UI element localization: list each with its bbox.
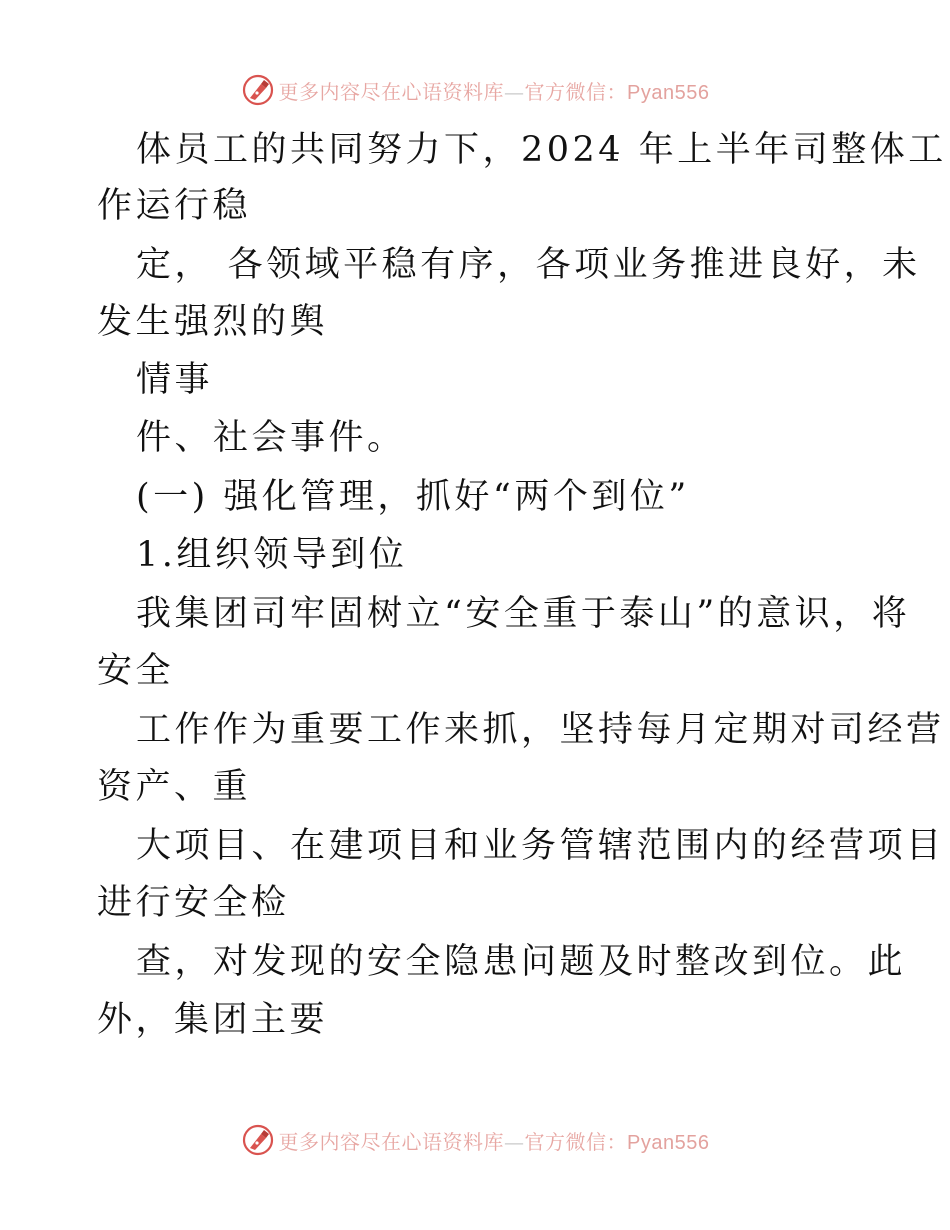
paragraph-line: 大项目、在建项目和业务管辖范围内的经营项目 [136, 826, 945, 866]
watermark-official: 官方微信： [524, 79, 628, 104]
watermark-text [279, 1126, 710, 1155]
paragraph-line: 发生强烈的舆 [97, 302, 329, 342]
watermark-official: 官方微信： [524, 1129, 628, 1154]
watermark-separator: — [504, 1129, 525, 1154]
watermark-separator: — [504, 79, 525, 104]
paragraph-line: 资产、重 [97, 767, 252, 807]
paragraph-line: 外，集团主要 [97, 1000, 329, 1040]
header-watermark [0, 70, 950, 110]
paragraph-line: 情事 [136, 360, 214, 400]
watermark-text [279, 76, 710, 105]
footer-watermark [0, 1120, 950, 1160]
paragraph-line: 进行安全检 [97, 883, 290, 923]
subsection-heading: 1.组织领导到位 [136, 535, 408, 575]
paragraph-line: 件、社会事件。 [136, 418, 406, 458]
paragraph-line: 安全 [97, 651, 175, 691]
paragraph-line: 工作作为重要工作来抓，坚持每月定期对司经营 [136, 710, 945, 750]
watermark-site: 更多内容尽在心语资料库 [278, 79, 505, 104]
paragraph-line: 我集团司牢固树立“安全重于泰山”的意识，将 [136, 594, 911, 634]
watermark-wechat-id: Pyan556 [627, 81, 710, 104]
pen-nib-logo-icon [241, 73, 275, 107]
pen-nib-logo-icon [241, 1123, 275, 1157]
watermark-wechat-id: Pyan556 [627, 1131, 710, 1154]
watermark-site: 更多内容尽在心语资料库 [278, 1129, 505, 1154]
section-heading: (一) 强化管理，抓好“两个到位” [136, 477, 690, 517]
paragraph-line: 查，对发现的安全隐患问题及时整改到位。此 [136, 942, 907, 982]
paragraph-line: 定， 各领域平稳有序，各项业务推进良好，未 [136, 245, 921, 285]
paragraph-line: 作运行稳 [97, 186, 252, 226]
paragraph-line: 体员工的共同努力下，2024 年上半年司整体工 [136, 130, 947, 170]
